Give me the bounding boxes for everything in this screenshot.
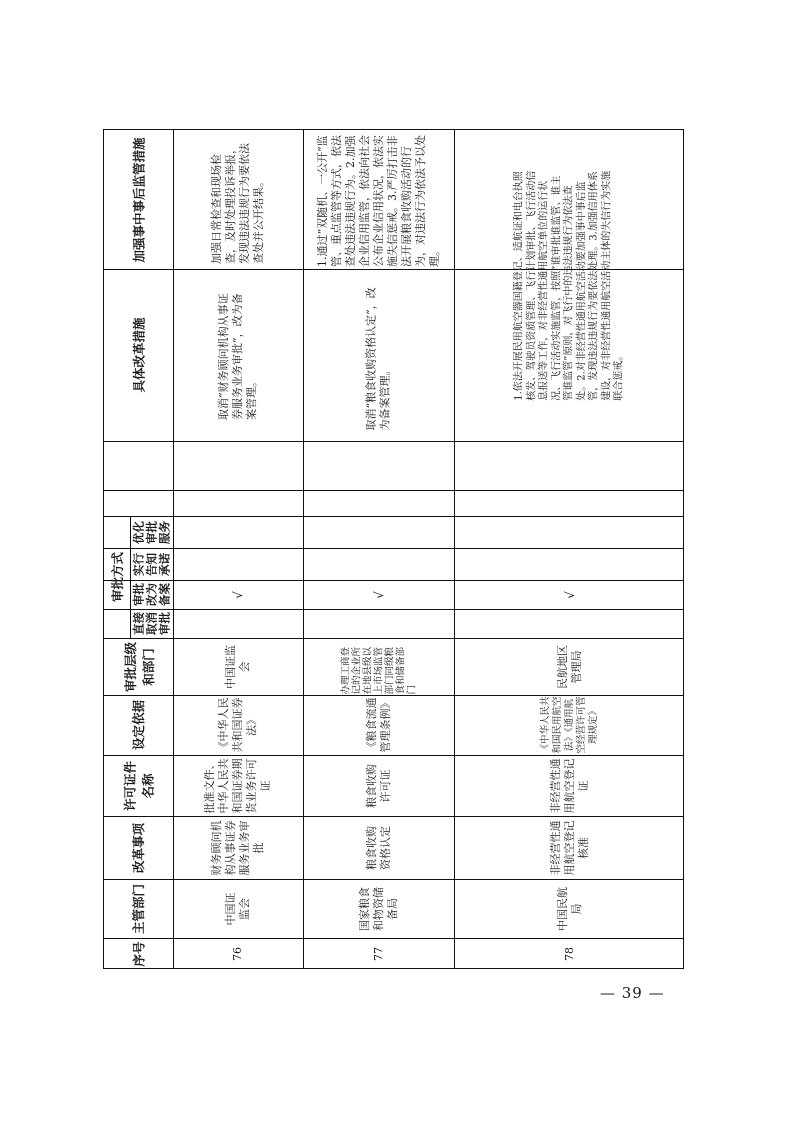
row-76-level: 中国证监会 <box>224 644 251 689</box>
cell-77-item <box>303 816 454 879</box>
cell-76-basis <box>173 695 303 755</box>
header-approval-mode <box>104 516 130 638</box>
cell-78-filing <box>454 580 685 609</box>
header-level <box>104 638 173 695</box>
cell-77-optimize <box>303 516 454 548</box>
cell-77-license <box>303 755 454 816</box>
row-76-basis: 《中华人民共和国证券法》 <box>217 697 258 753</box>
header-mode-notify-label: 实行告知承诺 <box>131 552 171 576</box>
header-measures <box>104 269 173 441</box>
row-77-seq: 77 <box>371 947 385 961</box>
cell-76-level <box>173 638 303 695</box>
cell-78-seq <box>454 938 685 970</box>
row-78-filing: √ <box>562 590 577 599</box>
row-76-license: 批准文件、中华人民共和国证券期货业务许可证 <box>203 758 272 813</box>
row-77-filing: √ <box>371 590 386 599</box>
cell-77-basis <box>303 695 454 755</box>
row-77-measures: 取消“粮食收购资格认定”，改为备案管理。 <box>364 287 392 431</box>
cell-76-measures <box>173 269 303 441</box>
header-basis <box>104 695 173 755</box>
header-mode-filing-label: 审批改为备案 <box>131 583 171 606</box>
cell-76-supervision <box>173 130 303 269</box>
cell-76-item <box>173 816 303 879</box>
header-department-label: 主管部门 <box>131 883 147 934</box>
header-seq <box>104 938 173 970</box>
cell-77-supervision <box>303 130 454 269</box>
cell-78-level <box>454 638 685 695</box>
page-number: — 39 — <box>600 984 665 1002</box>
row-77-license: 粮食收购许可证 <box>364 763 392 808</box>
row-78-item: 非经营性通用航空登记核准 <box>548 820 590 875</box>
cell-77-filing <box>303 580 454 609</box>
row-78-department: 中国民航局 <box>555 886 583 931</box>
cell-78-supervision <box>454 130 685 441</box>
header-measures-label: 具体改革措施 <box>131 317 147 393</box>
row-76-seq: 76 <box>231 947 244 961</box>
header-license <box>104 755 173 816</box>
row-78-seq: 78 <box>562 947 576 961</box>
cell-78-basis <box>454 695 685 755</box>
header-supervision-label: 加强事中事后监管措施 <box>131 136 147 263</box>
header-item <box>104 816 173 879</box>
cell-78-notify <box>454 548 685 580</box>
cell-78-item <box>454 816 685 879</box>
header-mode-optimize-label: 优化审批服务 <box>131 520 171 544</box>
cell-77-cancel <box>303 609 454 638</box>
row-78-license: 非经营性通用航空登记证 <box>548 758 590 813</box>
cell-77-notify <box>303 548 454 580</box>
cell-76-department <box>173 879 303 938</box>
header-mode-cancel <box>130 609 173 638</box>
cell-78-department <box>454 879 685 938</box>
header-mode-cancel-label: 直接取消审批 <box>131 612 171 635</box>
row-77-level: 办理工商登记的企业所在地县级以上市场监管部门同级粮食和储备部门 <box>340 646 417 695</box>
row-78-basis: 《中华人民共和国民用航空法》《通用航空经营许可管理规定》 <box>539 696 599 754</box>
reform-table <box>103 129 684 969</box>
row-76-department: 中国证监会 <box>224 892 251 925</box>
header-supervision <box>104 130 173 269</box>
cell-78-license <box>454 755 685 816</box>
header-mode-optimize <box>130 516 173 548</box>
cell-76-filing <box>173 580 303 609</box>
row-77-department: 国家粮食和物资储备局 <box>357 886 399 931</box>
row-76-item: 财务顾问机构从事证券服务业务审批 <box>210 820 265 875</box>
header-mode-filing <box>130 580 173 609</box>
cell-78-measures-band <box>454 441 685 516</box>
cell-77-level <box>303 638 454 695</box>
row-76-measures: 取消“财务顾问机构从事证券服务业务审批”，改为备案管理。 <box>217 293 258 420</box>
cell-76-seq <box>173 938 303 970</box>
cell-76-notify <box>173 548 303 580</box>
row-78-level: 民航地区管理局 <box>555 644 583 689</box>
header-item-label: 改革事项 <box>131 822 147 873</box>
header-department <box>104 879 173 938</box>
header-license-label: 许可证件名称 <box>122 760 156 811</box>
row-76-filing: √ <box>231 590 245 599</box>
cell-76-optimize <box>173 516 303 548</box>
header-basis-label: 设定依据 <box>131 699 147 751</box>
cell-77-department <box>303 879 454 938</box>
header-approval-mode-label: 审批方式 <box>110 551 126 603</box>
row-77-basis: 《粮食流通管理条例》 <box>364 697 392 753</box>
row-77-item: 粮食收购资格认定 <box>364 825 392 870</box>
header-mode-notify <box>130 548 173 580</box>
row-78-supervision: 1.依法开展民用航空器国籍登记、适航证和电台执照核发、驾驶员资质管理、飞行计划审批、飞行活动信息报送等工作，对非经营性通用航空单位的运行状况、飞行活动实施监管，按照“谁审批谁监管、谁主管谁监管”原则，对飞行中的违法违规行为依法查处。2.对非经营性通用航空活动要加强事中事后监管，发现违法违规行为要依法处理。3.加强信用体系建设，对非经营性通用航空活动主体的失信行为实施联合惩戒。 <box>513 171 625 401</box>
cell-77-seq <box>303 938 454 970</box>
cell-77-measures <box>303 269 454 441</box>
row-76-supervision: 加强日常检查和现场检查，及时处理投诉举报，发现违法违规行为要依法查处并公开结果。 <box>210 142 265 264</box>
header-level-label: 审批层级和部门 <box>122 641 156 692</box>
row-77-supervision: 1.通过“双随机、一公开”监管、重点监管等方式，依法查处违法违规行为。2.加强企业信用监管，依法向社会公布企业信用状况，依法实施失信惩戒。3.严厉打击非法开展粮食收购活动的行为，对违法行为依法予以处理。 <box>315 134 441 267</box>
cell-78-optimize <box>454 516 685 548</box>
cell-76-cancel <box>173 609 303 638</box>
cell-76-license <box>173 755 303 816</box>
cell-78-cancel <box>454 609 685 638</box>
header-seq-label: 序号 <box>131 941 147 967</box>
